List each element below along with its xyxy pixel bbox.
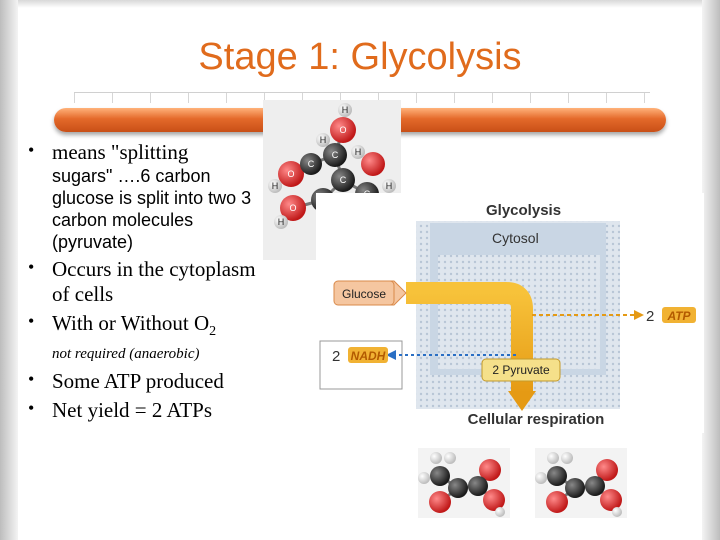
atp-count: 2 bbox=[646, 308, 655, 325]
svg-text:H: H bbox=[385, 181, 393, 191]
cytosol-label: Cytosol bbox=[492, 230, 539, 246]
bullet-dot-icon: • bbox=[28, 369, 35, 390]
bullet-item bbox=[28, 369, 268, 394]
cellular-respiration-label: Cellular respiration bbox=[467, 411, 605, 428]
bullet-item bbox=[28, 140, 268, 253]
nadh-count: 2 bbox=[332, 348, 341, 365]
svg-text:H: H bbox=[319, 135, 327, 145]
bullet-dot-icon: • bbox=[28, 311, 35, 331]
bullet-text: Some ATP produced bbox=[52, 369, 224, 394]
bullet-item bbox=[28, 398, 268, 423]
svg-text:O: O bbox=[289, 203, 297, 213]
pyruvate-label: 2 Pyruvate bbox=[492, 363, 550, 377]
bullet-text: Net yield = 2 ATPs bbox=[52, 398, 213, 423]
glycolysis-diagram bbox=[316, 193, 704, 433]
bullet-subscript: 2 bbox=[209, 324, 217, 340]
bullet-text bbox=[52, 311, 268, 344]
svg-text:C: C bbox=[307, 159, 315, 169]
atp-label: ATP bbox=[667, 309, 691, 323]
bullet-text: means "splitting bbox=[52, 140, 189, 164]
svg-text:H: H bbox=[341, 105, 349, 115]
slide-title: Stage 1: Glycolysis bbox=[198, 36, 522, 78]
pyruvate-molecule-image-1 bbox=[418, 448, 510, 518]
frame-left bbox=[0, 0, 18, 540]
bullet-note: not required (anaerobic) bbox=[52, 346, 200, 363]
svg-text:O: O bbox=[339, 125, 347, 135]
glucose-label: Glucose bbox=[341, 287, 387, 301]
bullet-text: Occurs in the cytoplasm of cells bbox=[52, 257, 256, 306]
bullet-list bbox=[28, 140, 268, 423]
svg-text:C: C bbox=[339, 175, 347, 185]
bullet-item bbox=[28, 257, 268, 307]
bullet-dot-icon: • bbox=[28, 398, 35, 419]
frame-right bbox=[702, 0, 720, 540]
svg-text:C: C bbox=[331, 150, 339, 160]
svg-text:H: H bbox=[277, 217, 285, 227]
svg-text:O: O bbox=[287, 169, 295, 179]
svg-text:H: H bbox=[354, 147, 362, 157]
bullet-text-main: With or Without O bbox=[52, 311, 210, 335]
bullet-dot-icon: • bbox=[28, 140, 35, 160]
bullet-text-continued: sugars" ….6 carbon glucose is split into two 3 carbon molecules (pyruvate) bbox=[52, 166, 252, 252]
nadh-label: NADH bbox=[350, 349, 386, 363]
frame-top bbox=[0, 0, 720, 8]
bullet-item bbox=[28, 311, 268, 344]
bullet-dot-icon: • bbox=[28, 257, 35, 277]
svg-text:H: H bbox=[271, 181, 279, 191]
diagram-title: Glycolysis bbox=[486, 202, 562, 219]
pyruvate-molecule-image-2 bbox=[535, 448, 627, 518]
